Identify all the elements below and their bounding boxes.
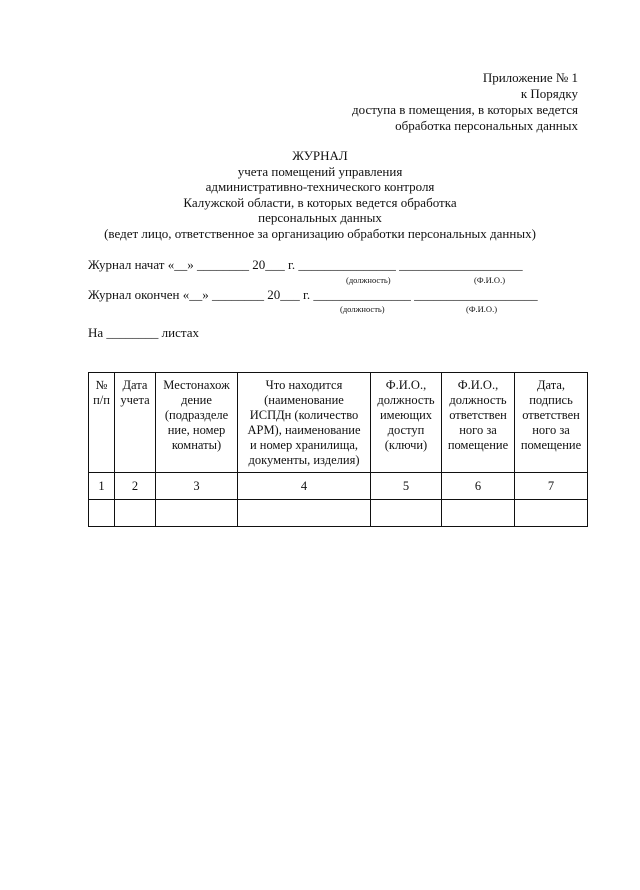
- journal-ended-line: Журнал окончен «__» ________ 20___ г. _______________ ___________________: [88, 287, 538, 302]
- appendix-line: доступа в помещения, в которых ведется: [352, 102, 578, 117]
- title-heading: ЖУРНАЛ: [292, 148, 348, 163]
- empty-cell: [238, 500, 371, 527]
- header-cell-date-signature: Дата, подпись ответствен ного за помещение: [515, 373, 588, 473]
- title-line: персональных данных: [258, 210, 382, 225]
- empty-cell: [89, 500, 115, 527]
- journal-started-line: Журнал начат «__» ________ 20___ г. _______________ ___________________: [88, 257, 523, 272]
- document-title: [0, 148, 640, 241]
- name-caption: (Ф.И.О.): [466, 304, 498, 314]
- column-number-cell: 7: [515, 473, 588, 500]
- position-caption: (должность): [346, 275, 391, 285]
- column-number-cell: 6: [442, 473, 515, 500]
- appendix-line: к Порядку: [520, 86, 578, 101]
- header-cell-location: Местонахож дение (подразделе ние, номер комнаты): [156, 373, 238, 473]
- journal-table: [88, 372, 588, 527]
- column-number-cell: 5: [371, 473, 442, 500]
- header-cell-date: Дата учета: [115, 373, 156, 473]
- empty-cell: [115, 500, 156, 527]
- table-header-row: [89, 373, 588, 473]
- title-line: Калужской области, в которых ведется обработка: [183, 194, 457, 210]
- position-caption: (должность): [340, 304, 385, 314]
- header-cell-access-persons: Ф.И.О., должность имеющих доступ (ключи): [371, 373, 442, 473]
- title-line: учета помещений управления: [237, 163, 403, 179]
- table-empty-row: [89, 500, 588, 527]
- table-number-row: [89, 473, 588, 500]
- column-number-cell: 1: [89, 473, 115, 500]
- title-line: (ведет лицо, ответственное за организацию обработки персональных данных): [104, 225, 536, 241]
- header-cell-contents: Что находится (наименование ИСПДн (количество АРМ), наименование и номер хранилища, документы, изделия): [238, 373, 371, 473]
- appendix-reference: [352, 70, 578, 134]
- empty-cell: [371, 500, 442, 527]
- header-cell-responsible-person: Ф.И.О., должность ответствен ного за помещение: [442, 373, 515, 473]
- name-caption: (Ф.И.О.): [474, 275, 506, 285]
- column-number-cell: 4: [238, 473, 371, 500]
- appendix-line: обработка персональных данных: [395, 118, 578, 133]
- sheets-count-line: На ________ листах: [88, 325, 199, 340]
- title-line: административно-технического контроля: [205, 179, 435, 194]
- appendix-line: Приложение № 1: [482, 70, 578, 85]
- empty-cell: [442, 500, 515, 527]
- header-cell-number: № п/п: [89, 373, 115, 473]
- column-number-cell: 3: [156, 473, 238, 500]
- empty-cell: [156, 500, 238, 527]
- empty-cell: [515, 500, 588, 527]
- column-number-cell: 2: [115, 473, 156, 500]
